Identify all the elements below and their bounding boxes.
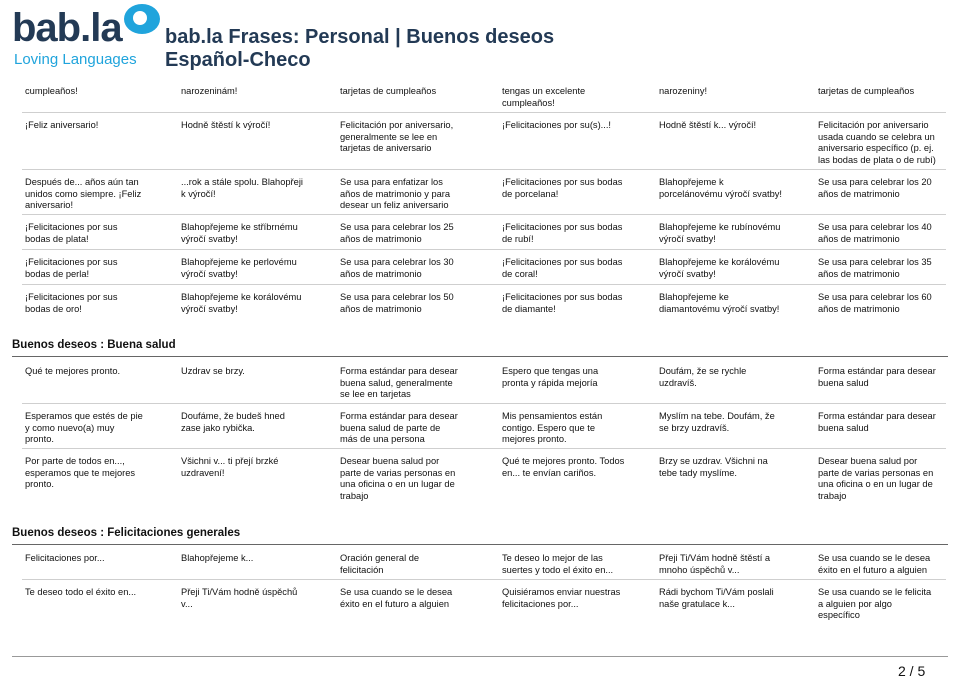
phrase-cell: narozeniny! bbox=[659, 86, 708, 96]
page-number: 2 / 5 bbox=[898, 663, 926, 679]
phrase-cell: Felicitaciones por... bbox=[25, 553, 105, 563]
phrase-cell: Uzdrav se brzy. bbox=[181, 366, 245, 376]
phrase-cell: Brzy se uzdrav. Všichni na tebe tady myslíme. bbox=[659, 456, 768, 478]
phrase-cell: ¡Felicitaciones por sus bodas de rubí! bbox=[502, 222, 623, 244]
row-divider bbox=[22, 214, 946, 215]
section-title: Buenos deseos : Buena salud bbox=[12, 339, 176, 351]
phrase-cell: Qué te mejores pronto. bbox=[25, 366, 121, 376]
phrase-cell: ¡Felicitaciones por sus bodas de perla! bbox=[25, 257, 118, 279]
section-divider bbox=[12, 356, 948, 357]
phrase-cell: tarjetas de cumpleaños bbox=[818, 86, 915, 96]
phrase-cell: Doufám, že se rychle uzdravíš. bbox=[659, 366, 747, 388]
phrase-cell: Forma estándar para desear buena salud de parte de más de una persona bbox=[340, 411, 458, 445]
speech-bubble-dot-icon bbox=[133, 11, 147, 25]
page-header bbox=[12, 2, 952, 74]
phrase-cell: Se usa para enfatizar los años de matrimonio y para desear un feliz aniversario bbox=[340, 177, 451, 211]
phrase-cell: Blahopřejeme ke diamantovému výročí svatby! bbox=[659, 292, 780, 314]
phrase-cell: Blahopřejeme k porcelánovému výročí svatby! bbox=[659, 177, 782, 199]
phrase-cell: tarjetas de cumpleaños bbox=[340, 86, 437, 96]
row-divider bbox=[22, 579, 946, 580]
phrase-cell: Se usa cuando se le desea éxito en el futuro a alguien bbox=[818, 553, 931, 575]
phrase-cell: narozeninám! bbox=[181, 86, 238, 96]
phrase-cell: ¡Felicitaciones por su(s)...! bbox=[502, 120, 612, 130]
phrase-cell: Se usa cuando se le desea éxito en el futuro a alguien bbox=[340, 587, 453, 609]
phrase-cell: Blahopřejeme ke perlovému výročí svatby! bbox=[181, 257, 297, 279]
phrase-cell: Se usa para celebrar los 35 años de matrimonio bbox=[818, 257, 932, 279]
phrase-cell: ¡Felicitaciones por sus bodas de coral! bbox=[502, 257, 623, 279]
phrase-cell: Qué te mejores pronto. Todos en... te envían cariños. bbox=[502, 456, 625, 478]
phrase-cell: Se usa para celebrar los 40 años de matrimonio bbox=[818, 222, 932, 244]
phrase-cell: Desear buena salud por parte de varias personas en una oficina o en un lugar de trabajo bbox=[340, 456, 456, 501]
row-divider bbox=[22, 284, 946, 285]
phrase-cell: Desear buena salud por parte de varias personas en una oficina o en un lugar de trabajo bbox=[818, 456, 934, 501]
phrase-cell: Esperamos que estés de pie y como nuevo(a) muy pronto. bbox=[25, 411, 143, 445]
phrase-cell: Te deseo todo el éxito en... bbox=[25, 587, 137, 597]
phrase-cell: Přeji Ti/Vám hodně štěstí a mnoho úspěchů v... bbox=[659, 553, 771, 575]
phrase-cell: Přeji Ti/Vám hodně úspěchů v... bbox=[181, 587, 298, 609]
phrase-cell: Se usa cuando se le felicita a alguien por algo específico bbox=[818, 587, 932, 621]
section-title: Buenos deseos : Felicitaciones generales bbox=[12, 527, 241, 539]
phrase-cell: Felicitación por aniversario usada cuando se celebra un aniversario específico (p. ej. las bodas de plata o de rubí) bbox=[818, 120, 936, 165]
phrase-cell: Felicitación por aniversario, generalmente se lee en tarjetas de aniversario bbox=[340, 120, 454, 154]
phrase-cell: Forma estándar para desear buena salud, generalmente se lee en tarjetas bbox=[340, 366, 458, 400]
phrase-cell: Blahopřejeme ke rubínovému výročí svatby! bbox=[659, 222, 781, 244]
phrase-cell: Doufáme, že budeš hned zase jako rybička. bbox=[181, 411, 285, 433]
phrase-cell: Blahopřejeme k... bbox=[181, 553, 254, 563]
row-divider bbox=[22, 169, 946, 170]
row-divider bbox=[22, 403, 946, 404]
phrase-cell: Hodně štěstí k... výročí! bbox=[659, 120, 757, 130]
phrase-cell: Se usa para celebrar los 30 años de matrimonio bbox=[340, 257, 454, 279]
phrase-cell: Después de... años aún tan unidos como siempre. ¡Feliz aniversario! bbox=[25, 177, 142, 211]
phrase-cell: tengas un excelente cumpleaños! bbox=[502, 86, 586, 108]
phrase-cell: ¡Felicitaciones por sus bodas de plata! bbox=[25, 222, 118, 244]
footer-divider bbox=[12, 656, 948, 657]
phrase-cell: ¡Felicitaciones por sus bodas de oro! bbox=[25, 292, 118, 314]
logo-tagline: Loving Languages bbox=[14, 51, 137, 68]
phrase-cell: ¡Felicitaciones por sus bodas de porcelana! bbox=[502, 177, 623, 199]
phrase-cell: Hodně štěstí k výročí! bbox=[181, 120, 271, 130]
logo-wordmark: bab.la bbox=[12, 6, 122, 50]
phrase-cell: Všichni v... ti přejí brzké uzdravení! bbox=[181, 456, 279, 478]
row-divider bbox=[22, 249, 946, 250]
phrase-cell: Te deseo lo mejor de las suertes y todo el éxito en... bbox=[502, 553, 614, 575]
title-line: bab.la Frases: Personal | Buenos deseos bbox=[165, 26, 555, 48]
row-divider bbox=[22, 448, 946, 449]
phrase-cell: Blahopřejeme ke korálovému výročí svatby! bbox=[181, 292, 302, 314]
phrase-cell: Forma estándar para desear buena salud bbox=[818, 366, 936, 388]
phrase-cell: Myslím na tebe. Doufám, že se brzy uzdravíš. bbox=[659, 411, 775, 433]
phrase-cell: Se usa para celebrar los 20 años de matrimonio bbox=[818, 177, 932, 199]
babla-logo[interactable] bbox=[12, 4, 162, 70]
phrase-cell: Quisiéramos enviar nuestras felicitaciones por... bbox=[502, 587, 621, 609]
phrase-cell: Blahopřejeme ke stříbrnému výročí svatby! bbox=[181, 222, 298, 244]
phrase-cell: cumpleaños! bbox=[25, 86, 78, 96]
title-subline: Español-Checo bbox=[165, 49, 311, 71]
phrase-cell: Por parte de todos en..., esperamos que te mejores pronto. bbox=[25, 456, 136, 490]
phrase-cell: Mis pensamientos están contigo. Espero que te mejores pronto. bbox=[502, 411, 603, 445]
section-divider bbox=[12, 544, 948, 545]
phrase-cell: Rádi bychom Ti/Vám poslali naše gratulace k... bbox=[659, 587, 774, 609]
phrase-cell: ¡Feliz aniversario! bbox=[25, 120, 99, 130]
page-title bbox=[165, 26, 554, 72]
phrase-cell: ¡Felicitaciones por sus bodas de diamante! bbox=[502, 292, 623, 314]
phrase-cell: ...rok a stále spolu. Blahopřeji k výročí! bbox=[181, 177, 303, 199]
phrase-cell: Se usa para celebrar los 50 años de matrimonio bbox=[340, 292, 454, 314]
phrase-cell: Oración general de felicitación bbox=[340, 553, 420, 575]
phrase-cell: Blahopřejeme ke korálovému výročí svatby! bbox=[659, 257, 780, 279]
phrase-cell: Forma estándar para desear buena salud bbox=[818, 411, 936, 433]
phrase-cell: Espero que tengas una pronta y rápida mejoría bbox=[502, 366, 599, 388]
phrase-cell: Se usa para celebrar los 60 años de matrimonio bbox=[818, 292, 932, 314]
phrase-cell: Se usa para celebrar los 25 años de matrimonio bbox=[340, 222, 454, 244]
row-divider bbox=[22, 112, 946, 113]
